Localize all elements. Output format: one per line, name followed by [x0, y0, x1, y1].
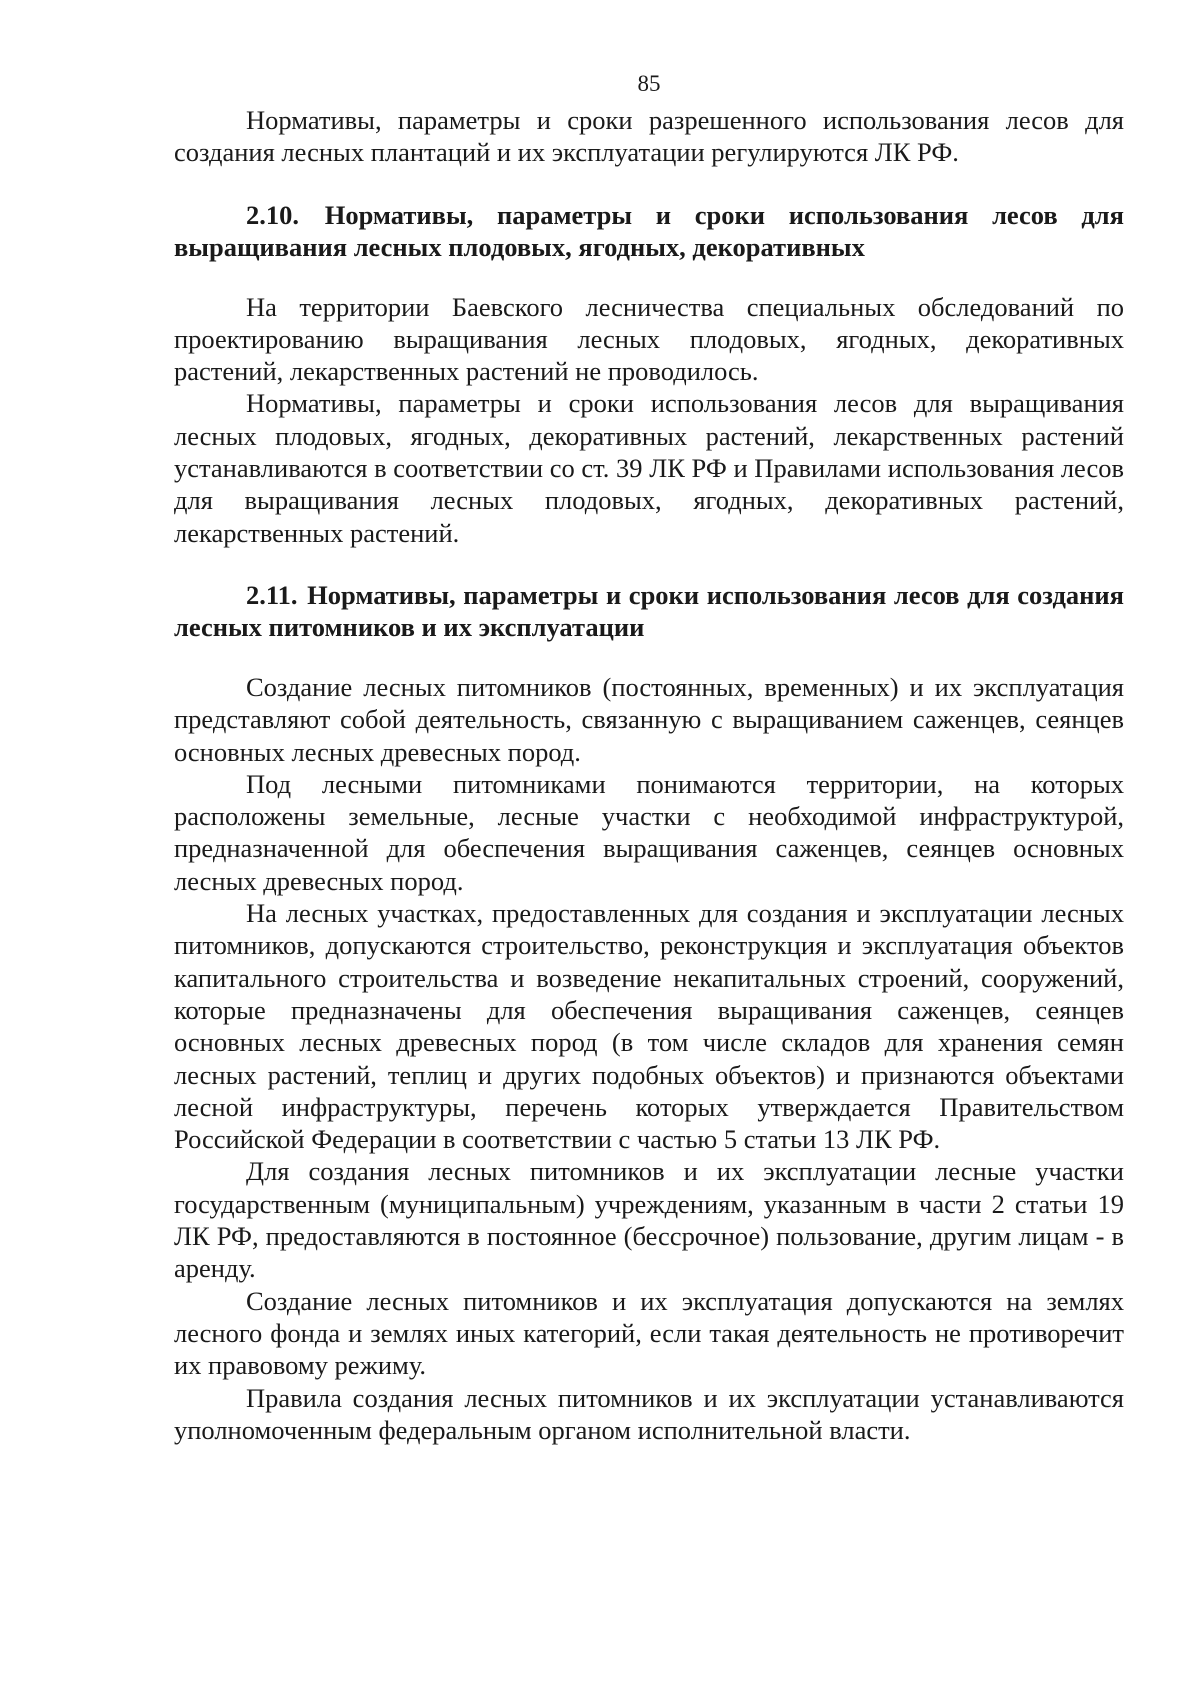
- section-2-11-paragraph: Под лесными питомниками понимаются территории, на которых расположены земельные, лесные участки с необходимой инфраструктурой, предназначенной для обеспечения выращивания саженцев, сеянцев основных лесных древесных пород.: [174, 768, 1124, 896]
- section-2-10-number: 2.10.: [246, 199, 299, 230]
- section-2-11-heading: [174, 579, 1124, 643]
- section-2-10-title: Нормативы, параметры и сроки использования лесов для выращивания лесных плодовых, ягодных, декоративных: [174, 199, 1125, 262]
- section-2-10-paragraph: Нормативы, параметры и сроки использования лесов для выращивания лесных плодовых, ягодных, декоративных растений, лекарственных растений устанавливаются в соответствии со ст. 39 ЛК РФ и Правилами использования лесов для выращивания лесных плодовых, ягодных, декоративных растений, лекарственных растений.: [174, 388, 1124, 548]
- section-2-11-paragraph: Правила создания лесных питомников и их эксплуатации устанавливаются уполномоченным федеральным органом исполнительной власти.: [174, 1382, 1124, 1445]
- section-2-10-paragraph: На территории Баевского лесничества специальных обследований по проектированию выращивания лесных плодовых, ягодных, декоративных растений, лекарственных растений не проводилось.: [174, 291, 1124, 387]
- intro-paragraph: Нормативы, параметры и сроки разрешенного использования лесов для создания лесных плантаций и их эксплуатации регулируются ЛК РФ.: [174, 105, 1124, 168]
- document-page: [174, 70, 1124, 1446]
- section-2-11-paragraph: На лесных участках, предоставленных для создания и эксплуатации лесных питомников, допускаются строительство, реконструкция и эксплуатация объектов капитального строительства и возведение некапитальных строений, сооружений, которые предназначены для обеспечения выращивания саженцев, сеянцев основных лесных древесных пород (в том числе складов для хранения семян лесных растений, теплиц и других подобных объектов) и признаются объектами лесной инфраструктуры, перечень которых утверждается Правительством Российской Федерации в соответствии с частью 5 статьи 13 ЛК РФ.: [174, 898, 1124, 1155]
- section-2-11-paragraph: Для создания лесных питомников и их эксплуатации лесные участки государственным (муниципальным) учреждениям, указанным в части 2 статьи 19 ЛК РФ, предоставляются в постоянное (бессрочное) пользование, другим лицам - в аренду.: [174, 1156, 1124, 1284]
- section-2-10-heading: [174, 199, 1124, 263]
- section-2-11-paragraph: Создание лесных питомников и их эксплуатация допускаются на землях лесного фонда и землях иных категорий, если такая деятельность не противоречит их правовому режиму.: [174, 1285, 1124, 1381]
- section-2-11-title: Нормативы, параметры и сроки использования лесов для создания лесных питомников и их эксплуатации: [174, 579, 1124, 642]
- page-number: 85: [637, 71, 661, 96]
- section-2-11-number: 2.11.: [246, 579, 298, 610]
- section-2-11-paragraph: Создание лесных питомников (постоянных, временных) и их эксплуатация представляют собой деятельность, связанную с выращиванием саженцев, сеянцев основных лесных древесных пород.: [174, 671, 1124, 767]
